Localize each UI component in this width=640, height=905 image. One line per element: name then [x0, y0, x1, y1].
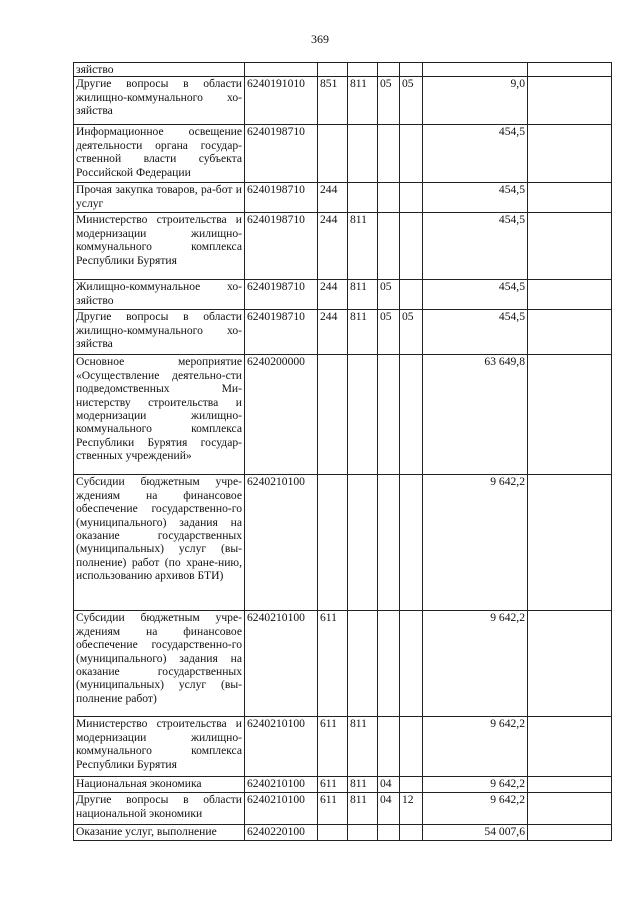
cell-empty-column: [528, 355, 612, 475]
cell-subsection: 05: [400, 310, 423, 355]
table-row: [74, 777, 612, 793]
cell-amount: [423, 63, 528, 77]
cell-amount: 454,5: [423, 183, 528, 213]
cell-empty-column: [528, 77, 612, 125]
cell-department-code: [348, 63, 378, 77]
cell-target-article: 6240198710: [245, 183, 318, 213]
cell-subsection: [400, 777, 423, 793]
cell-empty-column: [528, 793, 612, 825]
cell-amount: 454,5: [423, 280, 528, 310]
table-row: [74, 717, 612, 777]
cell-target-article: 6240198710: [245, 125, 318, 183]
cell-section: [378, 825, 400, 841]
table-row: [74, 310, 612, 355]
cell-section: 04: [378, 777, 400, 793]
cell-subsection: [400, 475, 423, 611]
cell-department-code: 811: [348, 77, 378, 125]
cell-target-article: [245, 63, 318, 77]
cell-section: 05: [378, 77, 400, 125]
cell-expense-type: 611: [318, 717, 348, 777]
cell-department-code: 811: [348, 280, 378, 310]
cell-section: [378, 355, 400, 475]
cell-target-article: 6240200000: [245, 355, 318, 475]
cell-section: [378, 63, 400, 77]
cell-department-code: [348, 475, 378, 611]
cell-amount: 63 649,8: [423, 355, 528, 475]
cell-target-article: 6240220100: [245, 825, 318, 841]
cell-empty-column: [528, 213, 612, 280]
cell-empty-column: [528, 717, 612, 777]
cell-target-article: 6240210100: [245, 611, 318, 717]
cell-department-code: 811: [348, 777, 378, 793]
budget-table: [73, 62, 612, 841]
cell-amount: 9 642,2: [423, 475, 528, 611]
table-row: [74, 611, 612, 717]
cell-name: зяйство: [74, 63, 245, 77]
table-row: [74, 125, 612, 183]
cell-section: [378, 183, 400, 213]
cell-department-code: [348, 183, 378, 213]
cell-amount: 9,0: [423, 77, 528, 125]
cell-amount: 9 642,2: [423, 777, 528, 793]
table-row: [74, 475, 612, 611]
cell-expense-type: [318, 825, 348, 841]
cell-name: Национальная экономика: [74, 777, 245, 793]
cell-section: [378, 213, 400, 280]
cell-empty-column: [528, 825, 612, 841]
cell-empty-column: [528, 310, 612, 355]
cell-expense-type: 611: [318, 611, 348, 717]
cell-subsection: [400, 825, 423, 841]
cell-subsection: 12: [400, 793, 423, 825]
cell-name: Жилищно-коммунальное хо-зяйство: [74, 280, 245, 310]
cell-subsection: [400, 355, 423, 475]
cell-amount: 454,5: [423, 125, 528, 183]
page-number: 369: [311, 32, 329, 46]
cell-department-code: 811: [348, 310, 378, 355]
table-row: [74, 825, 612, 841]
cell-section: 05: [378, 310, 400, 355]
cell-name: Другие вопросы в области национальной экономики: [74, 793, 245, 825]
cell-expense-type: 244: [318, 310, 348, 355]
cell-name: Основное мероприятие «Осуществление деятельно-сти подведомственных Ми-нистерству строительства и модернизации жилищно-коммунального комплекса Республики Бурятия государ-ственных учреждений»: [74, 355, 245, 475]
cell-department-code: 811: [348, 213, 378, 280]
cell-subsection: [400, 280, 423, 310]
cell-expense-type: [318, 475, 348, 611]
cell-amount: 9 642,2: [423, 717, 528, 777]
cell-target-article: 6240210100: [245, 777, 318, 793]
table-row: [74, 63, 612, 77]
cell-section: [378, 611, 400, 717]
cell-name: Министерство строительства и модернизации жилищно-коммунального комплекса Республики Бурятия: [74, 213, 245, 280]
cell-amount: 454,5: [423, 310, 528, 355]
cell-name: Прочая закупка товаров, ра-бот и услуг: [74, 183, 245, 213]
cell-section: [378, 717, 400, 777]
cell-section: 05: [378, 280, 400, 310]
cell-department-code: [348, 355, 378, 475]
cell-department-code: [348, 125, 378, 183]
cell-expense-type: 244: [318, 280, 348, 310]
cell-target-article: 6240198710: [245, 280, 318, 310]
cell-name: Министерство строительства и модернизации жилищно-коммунального комплекса Республики Бурятия: [74, 717, 245, 777]
cell-expense-type: 611: [318, 793, 348, 825]
cell-empty-column: [528, 777, 612, 793]
cell-name: Субсидии бюджетным учре-ждениям на финансовое обеспечение государственно-го (муниципального) задания на оказание государственных (муниципальных) услуг (вы-полнение работ): [74, 611, 245, 717]
cell-section: 04: [378, 793, 400, 825]
table-row: [74, 183, 612, 213]
cell-amount: 9 642,2: [423, 793, 528, 825]
cell-empty-column: [528, 280, 612, 310]
cell-department-code: [348, 825, 378, 841]
table-row: [74, 793, 612, 825]
cell-expense-type: [318, 63, 348, 77]
cell-subsection: [400, 125, 423, 183]
cell-subsection: [400, 611, 423, 717]
cell-section: [378, 475, 400, 611]
cell-subsection: [400, 717, 423, 777]
cell-subsection: 05: [400, 77, 423, 125]
cell-target-article: 6240210100: [245, 793, 318, 825]
table-row: [74, 77, 612, 125]
cell-target-article: 6240198710: [245, 213, 318, 280]
table-row: [74, 355, 612, 475]
cell-name: Другие вопросы в области жилищно-коммунального хо-зяйства: [74, 77, 245, 125]
cell-empty-column: [528, 475, 612, 611]
cell-expense-type: [318, 125, 348, 183]
cell-amount: 54 007,6: [423, 825, 528, 841]
cell-empty-column: [528, 63, 612, 77]
cell-department-code: 811: [348, 717, 378, 777]
cell-expense-type: 244: [318, 183, 348, 213]
cell-name: Другие вопросы в области жилищно-коммунального хо-зяйства: [74, 310, 245, 355]
cell-name: Субсидии бюджетным учре-ждениям на финансовое обеспечение государственно-го (муниципального) задания на оказание государственных (муниципальных) услуг (вы-полнение) работ (по хране-нию, использованию архивов БТИ): [74, 475, 245, 611]
cell-expense-type: 244: [318, 213, 348, 280]
cell-expense-type: [318, 355, 348, 475]
cell-amount: 9 642,2: [423, 611, 528, 717]
cell-empty-column: [528, 183, 612, 213]
cell-section: [378, 125, 400, 183]
cell-department-code: 811: [348, 793, 378, 825]
cell-target-article: 6240210100: [245, 475, 318, 611]
table-row: [74, 280, 612, 310]
cell-department-code: [348, 611, 378, 717]
cell-empty-column: [528, 125, 612, 183]
cell-subsection: [400, 183, 423, 213]
cell-target-article: 6240210100: [245, 717, 318, 777]
cell-amount: 454,5: [423, 213, 528, 280]
cell-target-article: 6240198710: [245, 310, 318, 355]
cell-target-article: 6240191010: [245, 77, 318, 125]
table-body: [74, 63, 612, 841]
cell-name: Оказание услуг, выполнение: [74, 825, 245, 841]
cell-name: Информационное освещение деятельности органа государ-ственной власти субъекта Российской Федерации: [74, 125, 245, 183]
cell-subsection: [400, 213, 423, 280]
cell-expense-type: 611: [318, 777, 348, 793]
table-row: [74, 213, 612, 280]
cell-subsection: [400, 63, 423, 77]
cell-expense-type: 851: [318, 77, 348, 125]
cell-empty-column: [528, 611, 612, 717]
